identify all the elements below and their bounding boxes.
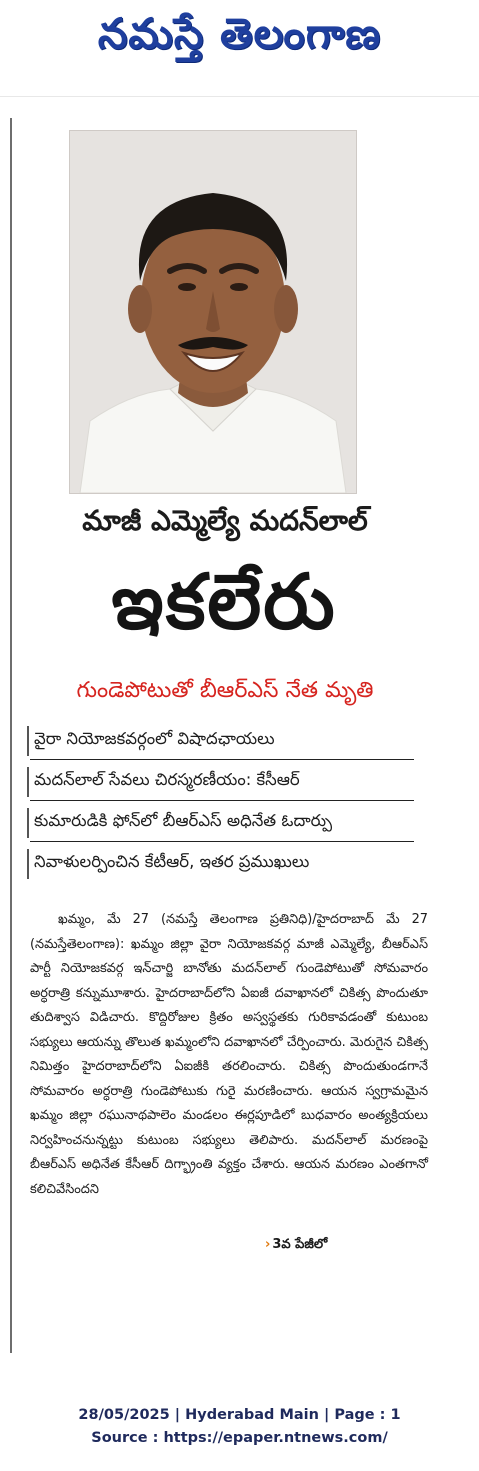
masthead bbox=[0, 0, 479, 78]
highlight-marker bbox=[27, 808, 29, 838]
highlight-item bbox=[30, 845, 428, 886]
continued-label: 3వ పేజీలో bbox=[272, 1237, 328, 1252]
highlight-underline bbox=[30, 841, 414, 842]
source-url[interactable]: Source : https://epaper.ntnews.com/ bbox=[91, 1430, 388, 1446]
body-paragraph: ఖమ్మం, మే 27 (నమస్తే తెలంగాణ ప్రతినిధి)/హైదరాబాద్ మే 27 (నమస్తేతెలంగాణ): ఖమ్మం జిల్లా వైరా నియోజకవర్గ మాజీ ఎమ్మెల్యే, బీఆర్‌ఎస్ పార్టీ నియోజకవర్గ ఇన్‌చార్జి బానోతు మదన్‌లాల్ గుండెపోటుతో సోమవారం అర్ధరాత్రి కన్నుమూశారు. హైదరాబాద్‌లోని ఏఐజీ దవాఖానలో చికిత్స పొందుతూ తుదిశ్వాస విడిచారు. కొద్దిరోజుల క్రితం అస్వస్థతకు గురికావడంతో కుటుంబ సభ్యులు ఆయన్ను తొలుత ఖమ్మంలోని దవాఖానలో చేర్పించారు. మెరుగైన చికిత్స నిమిత్తం హైదరాబాద్‌లోని ఏఐజీకి తరలించారు. చికిత్స పొందుతుండగానే సోమవారం అర్ధరాత్రి గుండెపోటుకు గురై మరణించారు. ఆయన స్వగ్రామమైన ఖమ్మం జిల్లా రఘునాథపాలెం మండలం ఈర్లపూడిలో బుధవారం అంత్యక్రియలు నిర్వహించనున్నట్టు కుటుంబ సభ్యులు తెలిపారు. మదన్‌లాల్ మరణంపై బీఆర్‌ఎస్ అధినేత కేసీఆర్ దిగ్భ్రాంతి వ్యక్తం చేశారు. ఆయన మరణం ఎంతగానో కలిచివేసిందని bbox=[30, 912, 428, 1197]
highlight-item bbox=[30, 763, 428, 804]
highlight-text: మదన్‌లాల్ సేవలు చిరస్మరణీయం: కేసీఆర్ bbox=[34, 770, 300, 789]
column-rule bbox=[10, 118, 12, 1353]
highlight-marker bbox=[27, 767, 29, 797]
news-article bbox=[0, 118, 440, 1353]
highlight-marker bbox=[27, 726, 29, 756]
continue-arrow-icon: › bbox=[265, 1237, 271, 1252]
headline: ఇకలేరు bbox=[111, 557, 337, 646]
headline-kicker: మాజీ ఎమ్మెల్యే మదన్‌లాల్ bbox=[82, 504, 368, 537]
highlight-marker bbox=[27, 849, 29, 879]
highlight-item bbox=[30, 804, 428, 845]
highlight-item bbox=[30, 722, 428, 763]
highlight-text: కుమారుడికి ఫోన్‌లో బీఆర్‌ఎస్ అధినేత ఓదార్పు bbox=[34, 811, 333, 830]
page-footer bbox=[0, 1404, 479, 1450]
masthead-divider bbox=[0, 96, 479, 97]
highlights-list bbox=[30, 722, 428, 886]
newspaper-logo: నమస్తే తెలంగాణ bbox=[97, 9, 382, 58]
highlight-text: నివాళులర్పించిన కేటీఆర్, ఇతర ప్రముఖులు bbox=[34, 852, 310, 871]
continued-on-page-link[interactable] bbox=[265, 1237, 327, 1255]
portrait-photo bbox=[69, 130, 357, 494]
edition-info: 28/05/2025 | Hyderabad Main | Page : 1 bbox=[78, 1407, 401, 1423]
portrait-illustration bbox=[70, 131, 356, 493]
highlight-underline bbox=[30, 759, 414, 760]
subheadline: గుండెపోటుతో బీఆర్‌ఎస్ నేత మృతి bbox=[76, 678, 374, 703]
article-body bbox=[30, 908, 428, 1202]
highlight-underline bbox=[30, 800, 414, 801]
highlight-text: వైరా నియోజకవర్గంలో విషాదఛాయలు bbox=[34, 729, 275, 748]
